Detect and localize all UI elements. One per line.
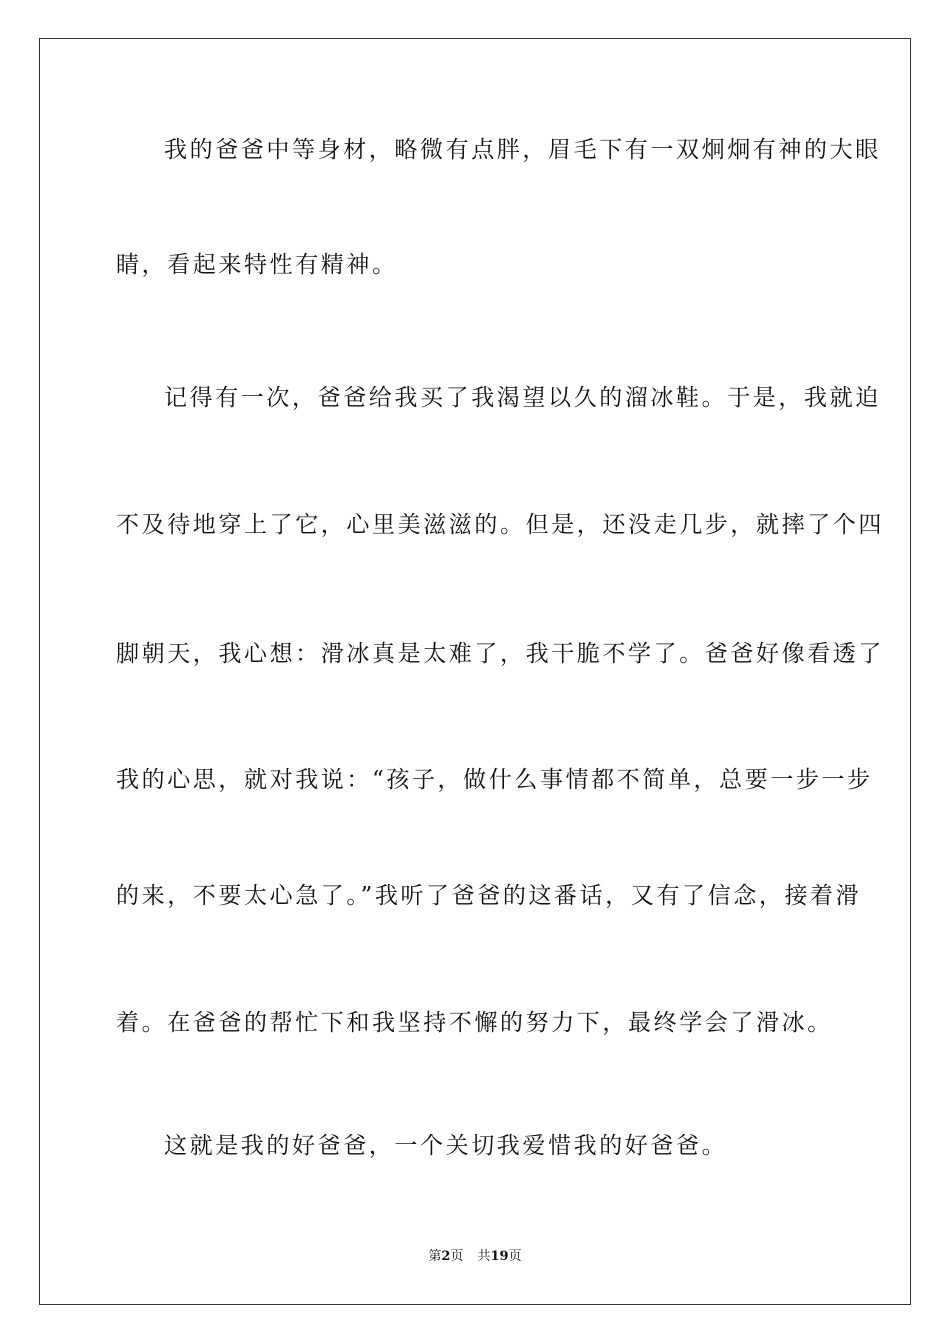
paragraph-1-line-2: 睛，看起来特性有精神。 bbox=[116, 252, 398, 278]
paragraph-2-line-3: 脚朝天，我心想：滑冰真是太难了，我干脆不学了。爸爸好像看透了 bbox=[116, 641, 884, 667]
page-footer bbox=[0, 1249, 950, 1265]
total-label-suffix: 页 bbox=[508, 1249, 522, 1264]
page-frame bbox=[39, 38, 911, 1305]
paragraph-2-line-6: 着。在爸爸的帮忙下和我坚持不懈的努力下，最终学会了滑冰。 bbox=[116, 1010, 833, 1036]
total-page-count: 19 bbox=[490, 1249, 509, 1264]
paragraph-2-line-5: 的来，不要太心急了。”我听了爸爸的这番话，又有了信念，接着滑 bbox=[116, 883, 862, 909]
paragraph-1-line-1: 我的爸爸中等身材，略微有点胖，眉毛下有一双炯炯有神的大眼 bbox=[164, 137, 881, 163]
page-label-prefix: 第 bbox=[428, 1249, 442, 1264]
total-label-prefix: 共 bbox=[477, 1249, 491, 1264]
paragraph-3-line-1: 这就是我的好爸爸，一个关切我爱惜我的好爸爸。 bbox=[164, 1133, 728, 1159]
current-page-number: 2 bbox=[441, 1249, 451, 1264]
paragraph-2-line-2: 不及待地穿上了它，心里美滋滋的。但是，还没走几步，就摔了个四 bbox=[116, 512, 884, 538]
paragraph-2-line-1: 记得有一次，爸爸给我买了我渴望以久的溜冰鞋。于是，我就迫 bbox=[164, 385, 881, 411]
page-label-suffix: 页 bbox=[450, 1249, 464, 1264]
paragraph-2-line-4: 我的心思，就对我说：“孩子，做什么事情都不简单，总要一步一步 bbox=[116, 767, 873, 793]
